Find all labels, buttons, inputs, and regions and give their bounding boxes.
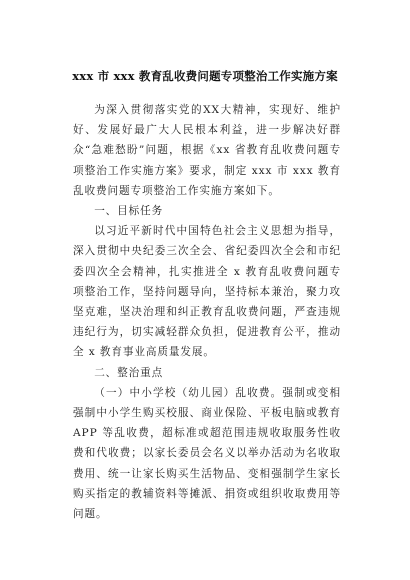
goals-paragraph: 以习近平新时代中国特色社会主义思想为指导，深入贯彻中央纪委三次全会、省纪委四次全会和市纪委四次全会精神，扎实推进全 x 教育乱收费问题专项整治工作，坚持问题导向，坚持标本兼治，聚力攻坚克难，坚决治理和纠正教育乱收费问题，严查违规违纪行为，切实减轻群众负担，促进教育公平，推动全 x 教育事业高质量发展。	[73, 225, 341, 359]
document-title: xxx 市 xxx 教育乱收费问题专项整治工作实施方案	[72, 69, 338, 83]
section-heading-goals: 一、目标任务	[94, 205, 164, 218]
intro-paragraph: 为深入贯彻落实党的XX大精神，实现好、维护好、发展好最广大人民根本利益，进一步解决好群众“急难愁盼”问题，根据《xx 省教育乱收费问题专项整治工作实施方案》要求，制定 xxx 市 xxx 教育乱收费问题专项整治工作实施方案如下。	[73, 104, 341, 197]
document-body	[73, 100, 341, 524]
focus-paragraph: （一）中小学校（幼儿园）乱收费。强制或变相强制中小学生购买校服、商业保险、平板电脑或教育 APP 等乱收费，超标准或超范围违规收取服务性收费和代收费；以家长委员会名义以举办活动为名收取费用、统一让家长购买生活物品、变相强制学生家长购买指定的教辅资料等摊派、捐资或组织收取费用等问题。	[73, 386, 341, 521]
section-heading-focus: 二、整治重点	[94, 366, 164, 379]
